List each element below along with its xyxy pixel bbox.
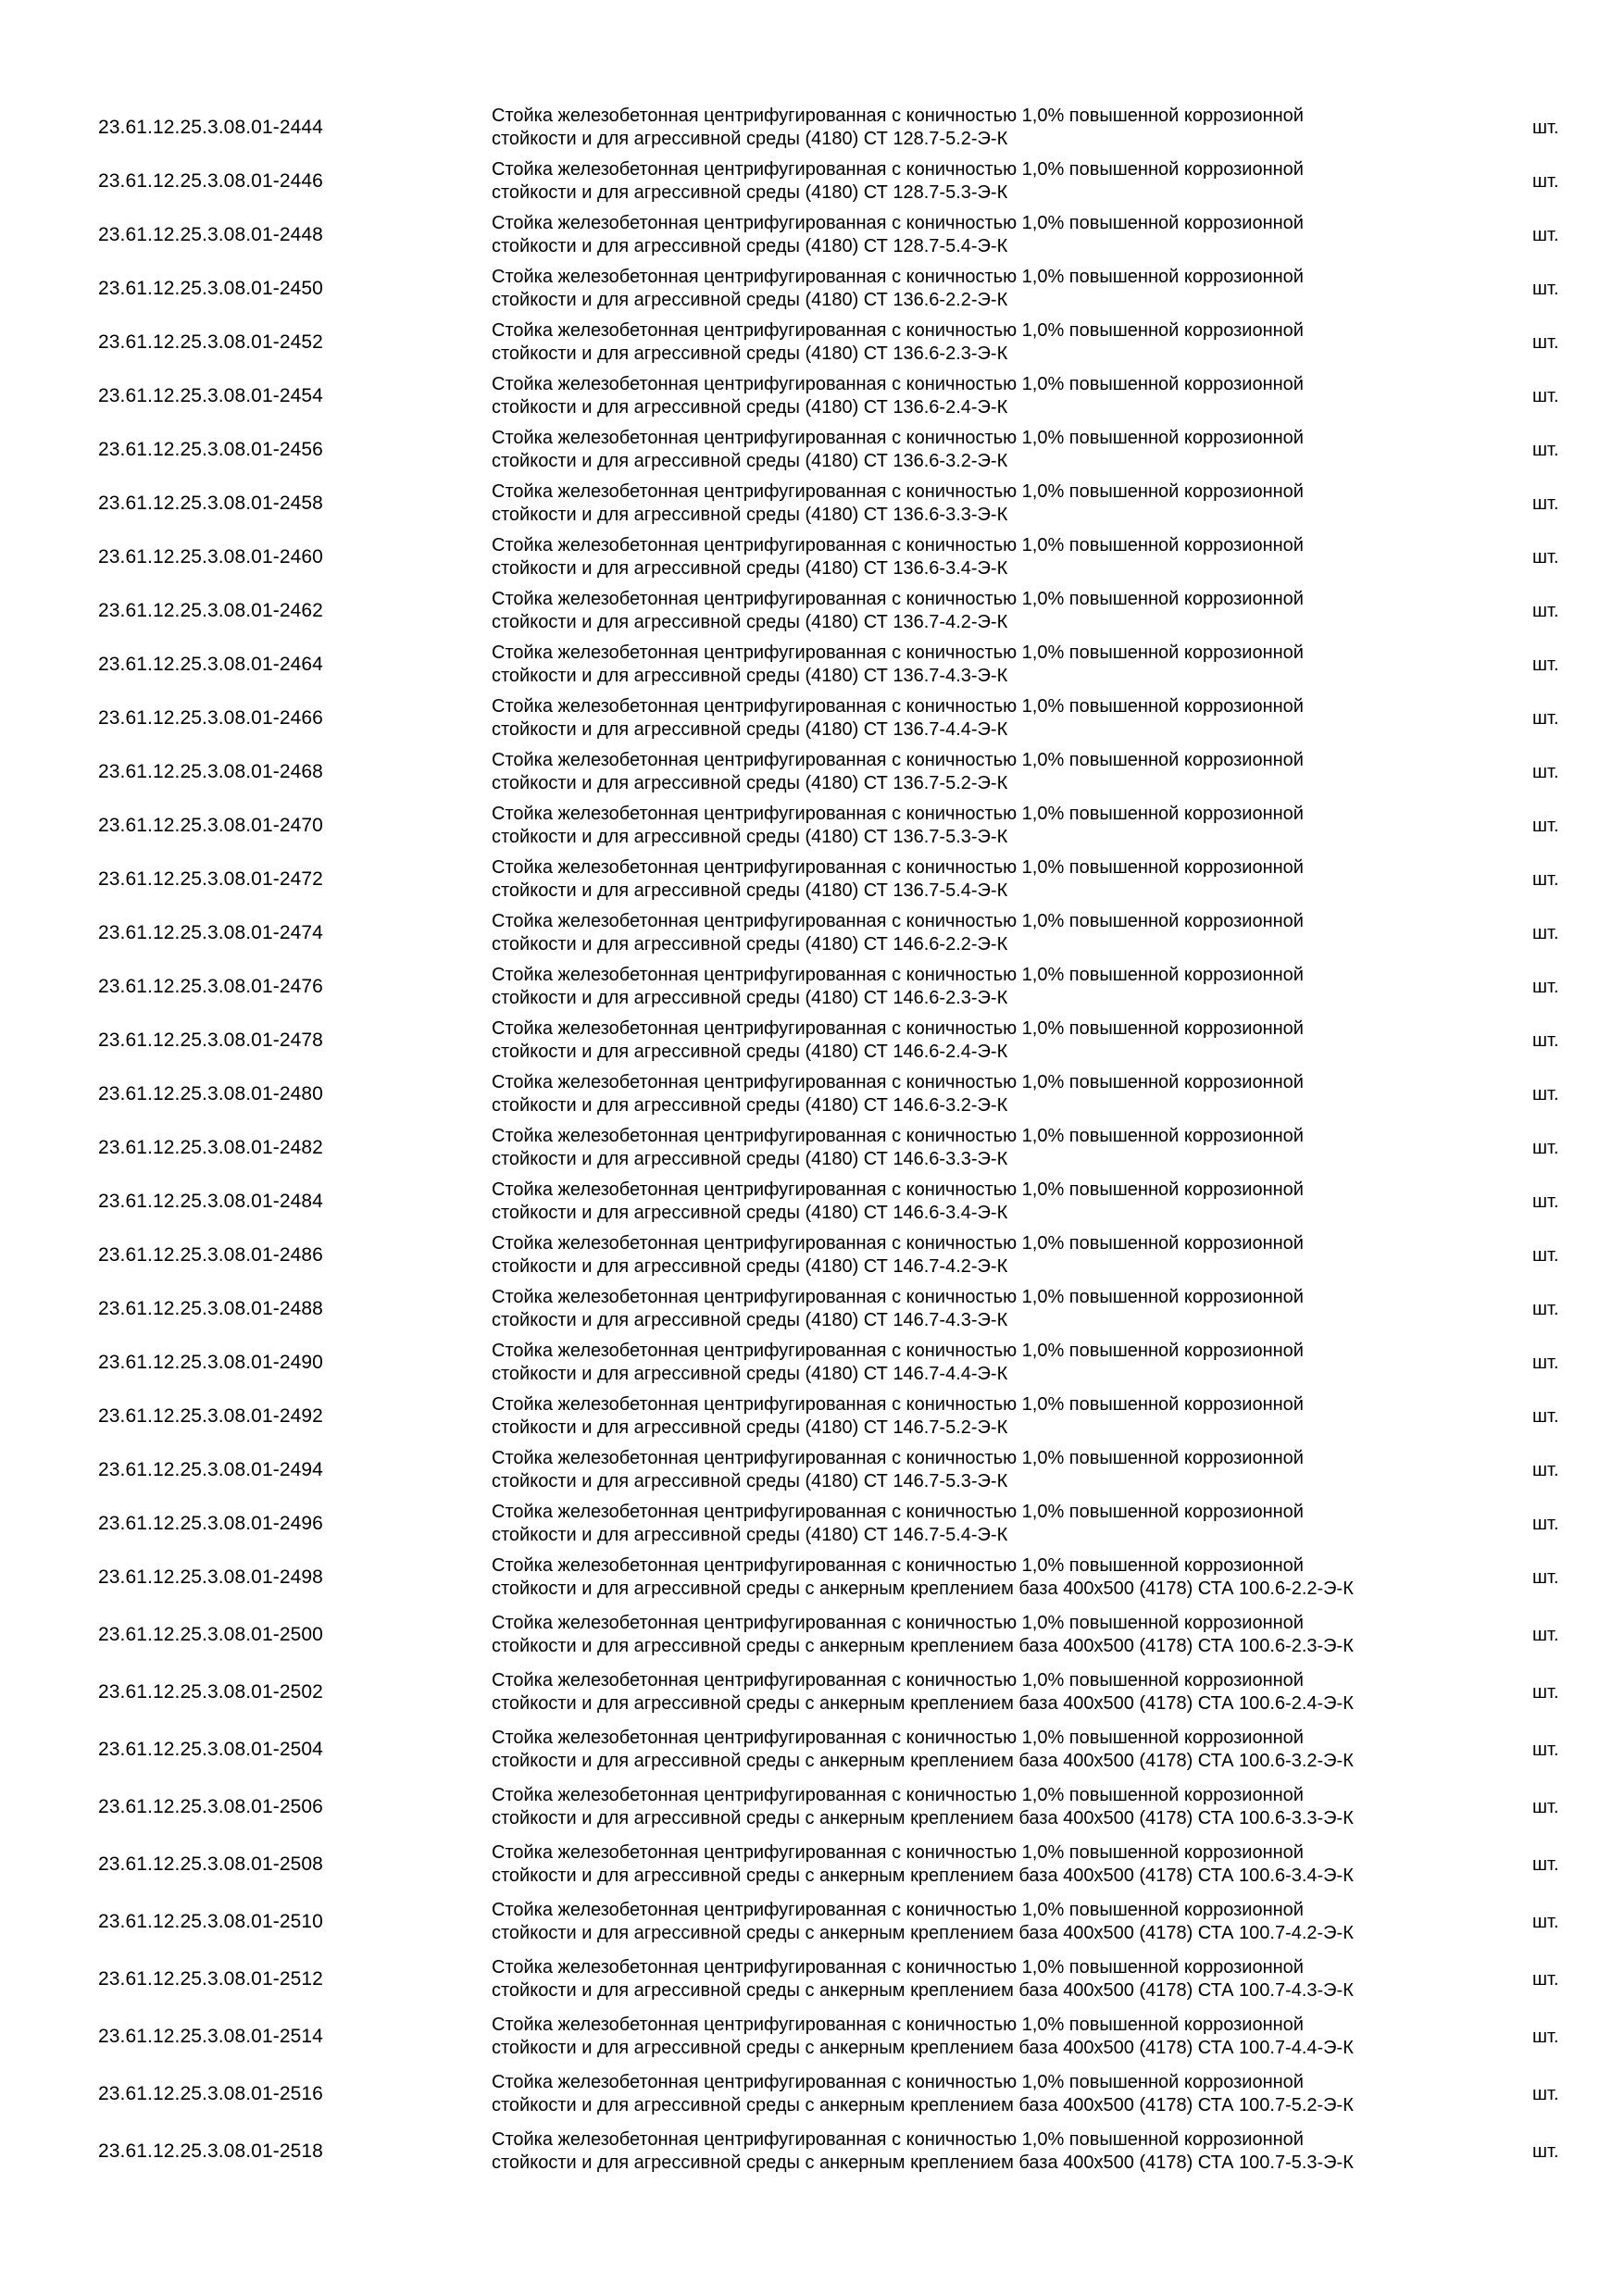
description-line-1: Стойка железобетонная центрифугированная с коничностью 1,0% повышенной коррозионной [492,1179,1304,1200]
description-line-2: стойкости и для агрессивной среды с анкерным креплением база 400х500 (4178) СТА 100.6-2.2-Э-К [492,1578,1354,1599]
description-line-1: Стойка железобетонная центрифугированная с коничностью 1,0% повышенной коррозионной [492,1018,1304,1039]
table-row [0,1606,1624,1664]
resource-code: 23.61.12.25.3.08.01-2514 [98,2026,323,2047]
resource-description [492,319,1464,366]
unit-of-measure: шт. [1532,493,1559,514]
description-line-2: стойкости и для агрессивной среды (4180) СТ 146.7-4.4-Э-К [492,1364,1008,1384]
unit-of-measure: шт. [1532,170,1559,192]
description-line-1: Стойка железобетонная центрифугированная с коничностью 1,0% повышенной коррозионной [492,643,1304,663]
description-line-1: Стойка железобетонная центрифугированная с коничностью 1,0% повышенной коррозионной [492,1287,1304,1307]
unit-of-measure: шт. [1532,1459,1559,1480]
resource-code: 23.61.12.25.3.08.01-2512 [98,1968,323,1990]
description-line-2: стойкости и для агрессивной среды с анкерным креплением база 400х500 (4178) СТА 100.7-5.2-Э-К [492,2095,1354,2115]
unit-of-measure: шт. [1532,1739,1559,1760]
description-line-2: стойкости и для агрессивной среды с анкерным креплением база 400х500 (4178) СТА 100.7-4.3-Э-К [492,1980,1354,2001]
resource-description [492,856,1464,903]
description-line-2: стойкости и для агрессивной среды (4180) СТ 136.6-3.2-Э-К [492,451,1008,471]
unit-of-measure: шт. [1532,224,1559,245]
unit-of-measure: шт. [1532,761,1559,782]
table-row [0,1067,1624,1121]
unit-of-measure: шт. [1532,2026,1559,2047]
resource-description [492,266,1464,312]
description-line-2: стойкости и для агрессивной среды с анкерным креплением база 400х500 (4178) СТА 100.6-3.2-Э-К [492,1751,1354,1771]
unit-of-measure: шт. [1532,1083,1559,1104]
description-line-1: Стойка железобетонная центрифугированная с коничностью 1,0% повышенной коррозионной [492,374,1304,394]
resource-code: 23.61.12.25.3.08.01-2474 [98,922,323,943]
table-row [0,1664,1624,1721]
description-line-1: Стойка железобетонная центрифугированная с коничностью 1,0% повышенной коррозионной [492,804,1304,824]
resource-description [492,1554,1464,1601]
description-line-2: стойкости и для агрессивной среды (4180) СТ 128.7-5.2-Э-К [492,129,1008,149]
table-row [0,423,1624,477]
resource-code: 23.61.12.25.3.08.01-2500 [98,1624,323,1645]
description-line-1: Стойка железобетонная центрифугированная с коничностью 1,0% повышенной коррозионной [492,2015,1304,2035]
table-row [0,1443,1624,1497]
table-row [0,1175,1624,1229]
resource-code: 23.61.12.25.3.08.01-2470 [98,815,323,836]
resource-description [492,1125,1464,1171]
table-row [0,584,1624,638]
description-line-2: стойкости и для агрессивной среды (4180) СТ 136.7-4.4-Э-К [492,719,1008,740]
resource-description [492,1179,1464,1225]
description-line-1: Стойка железобетонная центрифугированная с коничностью 1,0% повышенной коррозионной [492,535,1304,555]
resource-code: 23.61.12.25.3.08.01-2460 [98,546,323,568]
resource-code: 23.61.12.25.3.08.01-2456 [98,439,323,460]
table-row [0,745,1624,799]
description-line-1: Стойка железобетонная центрифугированная с коничностью 1,0% повышенной коррозионной [492,857,1304,878]
unit-of-measure: шт. [1532,1911,1559,1932]
table-row [0,960,1624,1014]
resource-description [492,2128,1464,2175]
unit-of-measure: шт. [1532,1513,1559,1534]
table-row [0,530,1624,584]
unit-of-measure: шт. [1532,1796,1559,1817]
unit-of-measure: шт. [1532,1137,1559,1158]
description-line-2: стойкости и для агрессивной среды (4180) СТ 146.7-4.3-Э-К [492,1310,1008,1330]
resource-description [492,1784,1464,1830]
description-line-1: Стойка железобетонная центрифугированная с коничностью 1,0% повышенной коррозионной [492,589,1304,609]
description-line-1: Стойка железобетонная центрифугированная с коничностью 1,0% повышенной коррозионной [492,106,1304,126]
resource-code: 23.61.12.25.3.08.01-2486 [98,1244,323,1266]
description-line-1: Стойка железобетонная центрифугированная с коничностью 1,0% повышенной коррозионной [492,965,1304,985]
description-line-1: Стойка железобетонная центрифугированная с коничностью 1,0% повышенной коррозионной [492,1785,1304,1805]
description-line-2: стойкости и для агрессивной среды (4180) СТ 136.6-3.3-Э-К [492,505,1008,525]
resource-description [492,910,1464,956]
unit-of-measure: шт. [1532,976,1559,997]
resource-code: 23.61.12.25.3.08.01-2516 [98,2083,323,2104]
resource-code: 23.61.12.25.3.08.01-2462 [98,600,323,621]
table-row [0,1121,1624,1175]
resource-code: 23.61.12.25.3.08.01-2482 [98,1137,323,1158]
resource-code: 23.61.12.25.3.08.01-2468 [98,761,323,782]
resource-code: 23.61.12.25.3.08.01-2478 [98,1029,323,1051]
table-row [0,1336,1624,1390]
resource-description [492,695,1464,742]
resource-description [492,1501,1464,1547]
description-line-2: стойкости и для агрессивной среды (4180) СТ 128.7-5.4-Э-К [492,236,1008,256]
resource-description [492,2071,1464,2117]
unit-of-measure: шт. [1532,1624,1559,1645]
unit-of-measure: шт. [1532,2083,1559,2104]
unit-of-measure: шт. [1532,1298,1559,1319]
description-line-2: стойкости и для агрессивной среды с анкерным креплением база 400х500 (4178) СТА 100.6-3.4-Э-К [492,1866,1354,1886]
table-row [0,1893,1624,1951]
resource-code: 23.61.12.25.3.08.01-2458 [98,493,323,514]
unit-of-measure: шт. [1532,1405,1559,1427]
table-row [0,799,1624,853]
unit-of-measure: шт. [1532,600,1559,621]
unit-of-measure: шт. [1532,1968,1559,1990]
resource-code: 23.61.12.25.3.08.01-2444 [98,117,323,138]
description-line-2: стойкости и для агрессивной среды (4180) СТ 136.7-5.2-Э-К [492,773,1008,793]
resource-code: 23.61.12.25.3.08.01-2448 [98,224,323,245]
description-line-1: Стойка железобетонная центрифугированная с коничностью 1,0% повышенной коррозионной [492,2072,1304,2092]
table-row [0,101,1624,155]
table-row [0,1778,1624,1836]
description-line-2: стойкости и для агрессивной среды (4180) СТ 128.7-5.3-Э-К [492,182,1008,203]
resource-description [492,1071,1464,1117]
resource-code: 23.61.12.25.3.08.01-2492 [98,1405,323,1427]
resource-code: 23.61.12.25.3.08.01-2488 [98,1298,323,1319]
description-line-1: Стойка железобетонная центрифугированная с коничностью 1,0% повышенной коррозионной [492,1126,1304,1146]
resource-code: 23.61.12.25.3.08.01-2476 [98,976,323,997]
resource-description [492,427,1464,473]
description-line-2: стойкости и для агрессивной среды (4180) СТ 146.7-5.3-Э-К [492,1471,1008,1491]
unit-of-measure: шт. [1532,546,1559,568]
description-line-2: стойкости и для агрессивной среды (4180) СТ 136.6-3.4-Э-К [492,558,1008,579]
description-line-2: стойкости и для агрессивной среды с анкерным креплением база 400х500 (4178) СТА 100.7-4.4-Э-К [492,2038,1354,2058]
resource-code: 23.61.12.25.3.08.01-2510 [98,1911,323,1932]
description-line-2: стойкости и для агрессивной среды (4180) СТ 136.6-2.2-Э-К [492,290,1008,310]
table-row [0,2065,1624,2123]
resource-description [492,373,1464,419]
description-line-1: Стойка железобетонная центрифугированная с коничностью 1,0% повышенной коррозионной [492,1728,1304,1748]
resource-code: 23.61.12.25.3.08.01-2494 [98,1459,323,1480]
table-row [0,638,1624,692]
description-line-2: стойкости и для агрессивной среды (4180) СТ 146.6-2.3-Э-К [492,988,1008,1008]
unit-of-measure: шт. [1532,1566,1559,1588]
description-line-1: Стойка железобетонная центрифугированная с коничностью 1,0% повышенной коррозионной [492,696,1304,717]
resource-code: 23.61.12.25.3.08.01-2450 [98,278,323,299]
unit-of-measure: шт. [1532,868,1559,890]
resource-code: 23.61.12.25.3.08.01-2484 [98,1191,323,1212]
table-row [0,369,1624,423]
resource-description [492,1727,1464,1773]
description-line-1: Стойка железобетонная центрифугированная с коничностью 1,0% повышенной коррозионной [492,267,1304,287]
description-line-1: Стойка железобетонная центрифугированная с коничностью 1,0% повышенной коррозионной [492,1900,1304,1920]
resource-description [492,1956,1464,2003]
description-line-2: стойкости и для агрессивной среды (4180) СТ 146.6-2.4-Э-К [492,1042,1008,1062]
description-line-2: стойкости и для агрессивной среды с анкерным креплением база 400х500 (4178) СТА 100.6-3.3-Э-К [492,1808,1354,1828]
resource-description [492,212,1464,258]
table-row [0,1721,1624,1778]
resource-description [492,1899,1464,1945]
table-row [0,2123,1624,2180]
table-row [0,1836,1624,1893]
description-line-2: стойкости и для агрессивной среды с анкерным креплением база 400х500 (4178) СТА 100.6-2.4-Э-К [492,1693,1354,1714]
description-line-1: Стойка железобетонная центрифугированная с коничностью 1,0% повышенной коррозионной [492,2129,1304,2150]
description-line-2: стойкости и для агрессивной среды (4180) СТ 146.6-3.2-Э-К [492,1095,1008,1116]
description-line-1: Стойка железобетонная центрифугированная с коничностью 1,0% повышенной коррозионной [492,750,1304,770]
description-line-1: Стойка железобетонная центрифугированная с коничностью 1,0% повышенной коррозионной [492,1448,1304,1468]
resource-description [492,642,1464,688]
description-line-1: Стойка железобетонная центрифугированная с коничностью 1,0% повышенной коррозионной [492,1842,1304,1863]
description-line-2: стойкости и для агрессивной среды (4180) СТ 146.7-5.2-Э-К [492,1417,1008,1438]
resource-description [492,1340,1464,1386]
description-line-2: стойкости и для агрессивной среды (4180) СТ 146.6-3.4-Э-К [492,1203,1008,1223]
table-row [0,1014,1624,1067]
resource-description [492,480,1464,527]
description-line-2: стойкости и для агрессивной среды (4180) СТ 136.7-4.3-Э-К [492,666,1008,686]
description-line-1: Стойка железобетонная центрифугированная с коничностью 1,0% повышенной коррозионной [492,428,1304,448]
table-row [0,1951,1624,2008]
resource-description [492,588,1464,634]
unit-of-measure: шт. [1532,1352,1559,1373]
resource-code: 23.61.12.25.3.08.01-2454 [98,385,323,406]
resource-description [492,803,1464,849]
description-line-2: стойкости и для агрессивной среды (4180) СТ 136.7-5.3-Э-К [492,827,1008,847]
description-line-2: стойкости и для агрессивной среды (4180) СТ 136.6-2.4-Э-К [492,397,1008,418]
table-row [0,262,1624,316]
description-line-1: Стойка железобетонная центрифугированная с коничностью 1,0% повышенной коррозионной [492,1957,1304,1978]
resource-description [492,2014,1464,2060]
table-row [0,1282,1624,1336]
unit-of-measure: шт. [1532,815,1559,836]
description-line-1: Стойка железобетонная центрифугированная с коничностью 1,0% повышенной коррозионной [492,1341,1304,1361]
unit-of-measure: шт. [1532,278,1559,299]
unit-of-measure: шт. [1532,1029,1559,1051]
resource-code: 23.61.12.25.3.08.01-2480 [98,1083,323,1104]
description-line-2: стойкости и для агрессивной среды (4180) СТ 136.7-5.4-Э-К [492,880,1008,901]
table-row [0,906,1624,960]
unit-of-measure: шт. [1532,1191,1559,1212]
description-line-1: Стойка железобетонная центрифугированная с коничностью 1,0% повышенной коррозионной [492,159,1304,180]
resource-description [492,534,1464,580]
resource-code: 23.61.12.25.3.08.01-2464 [98,654,323,675]
unit-of-measure: шт. [1532,922,1559,943]
table-row [0,1497,1624,1551]
description-line-2: стойкости и для агрессивной среды (4180) СТ 146.7-4.2-Э-К [492,1256,1008,1277]
resource-description [492,1669,1464,1716]
table-row [0,477,1624,530]
resource-description [492,158,1464,205]
description-line-1: Стойка железобетонная центрифугированная с коничностью 1,0% повышенной коррозионной [492,1555,1304,1576]
table-row [0,853,1624,906]
description-line-2: стойкости и для агрессивной среды (4180) СТ 136.6-2.3-Э-К [492,343,1008,364]
table-row [0,208,1624,262]
unit-of-measure: шт. [1532,385,1559,406]
description-line-1: Стойка железобетонная центрифугированная с коничностью 1,0% повышенной коррозионной [492,1394,1304,1415]
description-line-2: стойкости и для агрессивной среды (4180) СТ 146.6-2.2-Э-К [492,934,1008,955]
resource-description [492,964,1464,1010]
description-line-1: Стойка железобетонная центрифугированная с коничностью 1,0% повышенной коррозионной [492,1613,1304,1633]
unit-of-measure: шт. [1532,1681,1559,1703]
resource-code: 23.61.12.25.3.08.01-2466 [98,707,323,729]
table-row [0,2008,1624,2065]
resource-description [492,105,1464,151]
description-line-1: Стойка железобетонная центрифугированная с коничностью 1,0% повышенной коррозионной [492,320,1304,341]
description-line-1: Стойка железобетонная центрифугированная с коничностью 1,0% повышенной коррозионной [492,911,1304,931]
resource-code: 23.61.12.25.3.08.01-2518 [98,2140,323,2162]
unit-of-measure: шт. [1532,331,1559,353]
table-row [0,316,1624,369]
table-row [0,692,1624,745]
unit-of-measure: шт. [1532,117,1559,138]
description-line-2: стойкости и для агрессивной среды с анкерным креплением база 400х500 (4178) СТА 100.7-5.3-Э-К [492,2152,1354,2173]
description-line-2: стойкости и для агрессивной среды (4180) СТ 146.6-3.3-Э-К [492,1149,1008,1169]
description-line-2: стойкости и для агрессивной среды с анкерным креплением база 400х500 (4178) СТА 100.6-2.3-Э-К [492,1636,1354,1656]
resource-description [492,1841,1464,1888]
description-line-2: стойкости и для агрессивной среды (4180) СТ 136.7-4.2-Э-К [492,612,1008,632]
resource-code: 23.61.12.25.3.08.01-2498 [98,1566,323,1588]
unit-of-measure: шт. [1532,654,1559,675]
resource-code: 23.61.12.25.3.08.01-2506 [98,1796,323,1817]
unit-of-measure: шт. [1532,1853,1559,1875]
table-row [0,1549,1624,1606]
resource-code: 23.61.12.25.3.08.01-2508 [98,1853,323,1875]
unit-of-measure: шт. [1532,1244,1559,1266]
description-line-1: Стойка железобетонная центрифугированная с коничностью 1,0% повышенной коррозионной [492,481,1304,502]
table-row [0,1229,1624,1282]
resource-description [492,1286,1464,1332]
resource-description [492,1232,1464,1279]
unit-of-measure: шт. [1532,707,1559,729]
description-line-2: стойкости и для агрессивной среды с анкерным креплением база 400х500 (4178) СТА 100.7-4.2-Э-К [492,1923,1354,1943]
resource-code: 23.61.12.25.3.08.01-2452 [98,331,323,353]
resource-description [492,1447,1464,1493]
description-line-1: Стойка железобетонная центрифугированная с коничностью 1,0% повышенной коррозионной [492,1072,1304,1092]
resource-description [492,1017,1464,1064]
table-row [0,1390,1624,1443]
unit-of-measure: шт. [1532,2140,1559,2162]
unit-of-measure: шт. [1532,439,1559,460]
resource-description [492,1612,1464,1658]
description-line-1: Стойка железобетонная центрифугированная с коничностью 1,0% повышенной коррозионной [492,213,1304,233]
table-row [0,155,1624,208]
resource-code: 23.61.12.25.3.08.01-2472 [98,868,323,890]
resource-description [492,1393,1464,1440]
resource-code: 23.61.12.25.3.08.01-2504 [98,1739,323,1760]
description-line-1: Стойка железобетонная центрифугированная с коничностью 1,0% повышенной коррозионной [492,1502,1304,1522]
resource-code: 23.61.12.25.3.08.01-2446 [98,170,323,192]
description-line-2: стойкости и для агрессивной среды (4180) СТ 146.7-5.4-Э-К [492,1525,1008,1545]
resource-code: 23.61.12.25.3.08.01-2502 [98,1681,323,1703]
resource-description [492,749,1464,795]
description-line-1: Стойка железобетонная центрифугированная с коничностью 1,0% повышенной коррозионной [492,1670,1304,1691]
resource-code: 23.61.12.25.3.08.01-2496 [98,1513,323,1534]
description-line-1: Стойка железобетонная центрифугированная с коничностью 1,0% повышенной коррозионной [492,1233,1304,1254]
resource-code: 23.61.12.25.3.08.01-2490 [98,1352,323,1373]
